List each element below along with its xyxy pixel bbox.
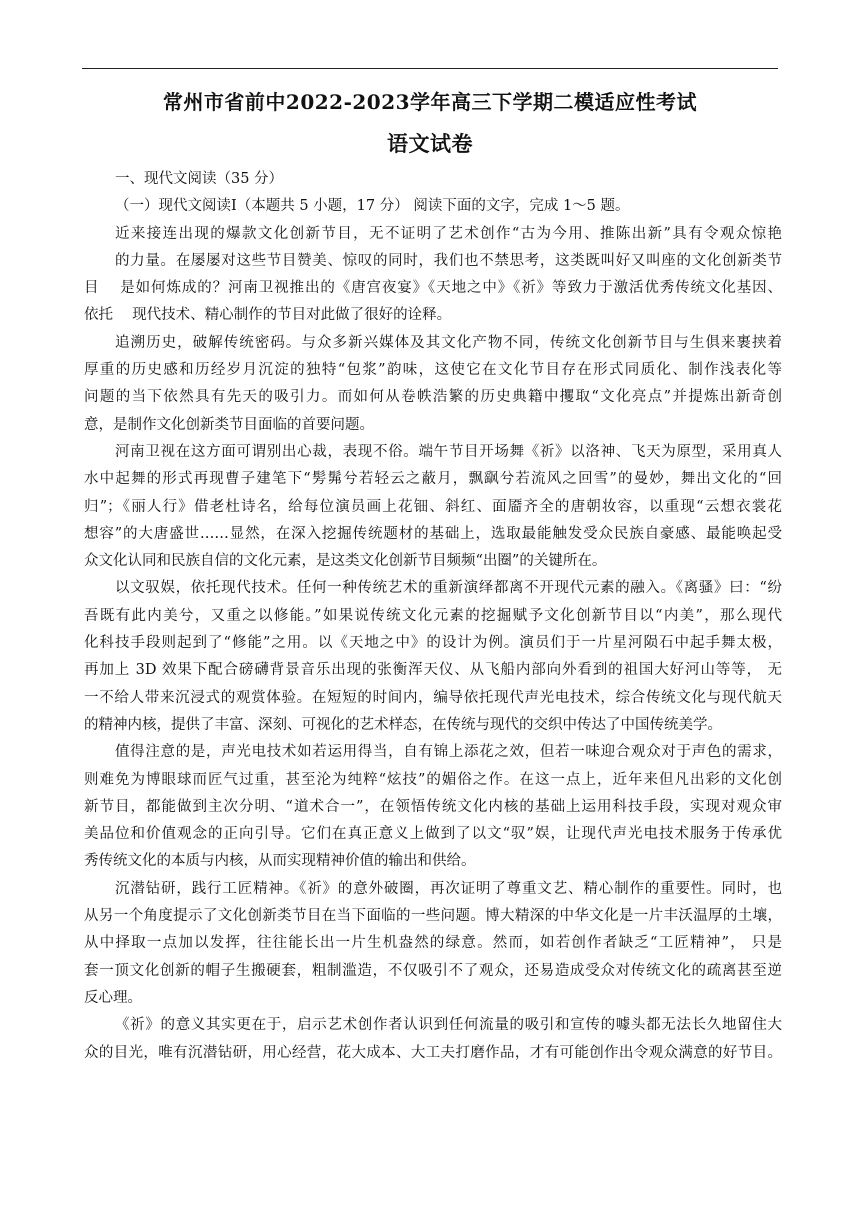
text-line: 套一顶文化创新的帽子生搬硬套，粗制滥造，不仅吸引不了观众，还易造成受众对传统文化的疏离甚至逆 [84, 962, 782, 979]
text-line: 反心理。 [84, 989, 142, 1006]
text-line: 化科技手段则起到了“修能”之用。以《天地之中》的设计为例。演员们于一片星河陨石中起手舞太极， [84, 635, 782, 652]
text-line: （一）现代文阅读Ⅰ（本题共 5 小题，17 分） 阅读下面的文字，完成 1～5 题。 [115, 198, 630, 215]
text-line: 值得注意的是，声光电技术如若运用得当，自有锦上添花之效，但若一味迎合观众对于声色的需求， [115, 744, 782, 761]
text-line: 一、现代文阅读（35 分） [115, 171, 284, 187]
text-line: 目 是如何炼成的？河南卫视推出的《唐宫夜宴》《天地之中》《祈》等致力于激活优秀传统文化基因、 [84, 280, 782, 297]
text-line: 归”；《丽人行》借老杜诗名，给每位演员画上花钿、斜红、面靥齐全的唐朝妆容，以重现“云想衣裳花 [84, 498, 782, 515]
text-line: 众文化认同和民族自信的文化元素，是这类文化创新节目频频“出圈”的关键所在。 [84, 553, 607, 570]
text-line: 秀传统文化的本质与内核，从而实现精神价值的输出和供给。 [84, 853, 476, 870]
text-line: 沉潜钻研，践行工匠精神。《祈》的意外破圈，再次证明了尊重文艺、精心制作的重要性。同时，也 [115, 880, 782, 897]
text-line: 从另一个角度提示了文化创新类节目在当下面临的一些问题。博大精深的中华文化是一片丰沃温厚的土壤， [84, 908, 782, 925]
text-line: 新节目，都能做到主次分明、“道术合一”，在领悟传统文化内核的基础上运用科技手段，实现对观众审 [84, 798, 782, 815]
text-line: 的力量。在屡屡对这些节目赞美、惊叹的同时，我们也不禁思考，这类既叫好又叫座的文化创新类节 [115, 252, 782, 269]
header-rule [82, 68, 778, 69]
text-line: 《祈》的意义其实更在于，启示艺术创作者认识到任何流量的吸引和宣传的噱头都无法长久地留住大 [115, 1017, 782, 1034]
text-line: 水中起舞的形式再现曹子建笔下“髣髴兮若轻云之蔽月，飘飖兮若流风之回雪”的曼妙，舞出文化的“回 [84, 471, 782, 488]
text-line: 以文驭娱，依托现代技术。任何一种传统艺术的重新演绎都离不开现代元素的融入。《离骚》曰：“纷 [115, 580, 782, 597]
text-line: 则难免为博眼球而匠气过重，甚至沦为纯粹“炫技”的媚俗之作。在这一点上，近年来但凡出彩的文化创 [84, 771, 782, 788]
text-line: 河南卫视在这方面可谓别出心裁，表现不俗。端午节目开场舞《祈》以洛神、飞天为原型，采用真人 [115, 443, 782, 460]
text-line: 想容”的大唐盛世……显然，在深入挖掘传统题材的基础上，选取最能触发受众民族自豪感、最能唤起受 [84, 525, 782, 542]
text-line: 再加上 3D 效果下配合磅礴背景音乐出现的张衡浑天仪、从飞船内部向外看到的祖国大好河山等等， 无 [84, 662, 782, 679]
text-line: 吾既有此内美兮，又重之以修能。”如果说传统文化元素的挖掘赋予文化创新节目以“内美”，那么现代 [84, 607, 782, 624]
text-line: 厚重的历史感和历经岁月沉淀的独特“包浆”韵味，这使它在文化节目存在形式同质化、制作浅表化等 [84, 362, 782, 379]
text-line: 近来接连出现的爆款文化创新节目，无不证明了艺术创作“古为今用、推陈出新”具有令观众惊艳 [115, 225, 782, 242]
text-line: 一不给人带来沉浸式的观赏体验。在短短的时间内，编导依托现代声光电技术，综合传统文化与现代航天 [84, 689, 782, 706]
text-line: 依托 现代技术、精心制作的节目对此做了很好的诠释。 [84, 307, 452, 324]
exam-subtitle: 语文试卷 [387, 131, 473, 156]
reading-passage [84, 166, 782, 1067]
text-line: 追溯历史，破解传统密码。与众多新兴媒体及其文化产物不同，传统文化创新节目与生俱来裹挟着 [115, 334, 782, 351]
text-line: 的精神内核，提供了丰富、深刻、可视化的艺术样态，在传统与现代的交织中传达了中国传统美学。 [84, 716, 722, 733]
exam-title: 常州市省前中2022-2023学年高三下学期二模适应性考试 [162, 90, 698, 114]
text-line: 众的目光，唯有沉潜钻研，用心经营，花大成本、大工夫打磨作品，才有可能创作出令观众满意的好节目。 [84, 1044, 782, 1061]
text-line: 意，是制作文化创新类节目面临的首要问题。 [84, 416, 374, 433]
text-line: 美品位和价值观念的正向引导。它们在真正意义上做到了以文“驭”娱，让现代声光电技术服务于传承优 [84, 826, 782, 843]
text-line: 从中择取一点加以发挥，往往能长出一片生机盎然的绿意。然而，如若创作者缺乏“工匠精神”， 只是 [84, 935, 782, 952]
text-line: 问题的当下依然具有先天的吸引力。而如何从卷帙浩繁的历史典籍中攫取“文化亮点”并提炼出新奇创 [84, 389, 782, 406]
